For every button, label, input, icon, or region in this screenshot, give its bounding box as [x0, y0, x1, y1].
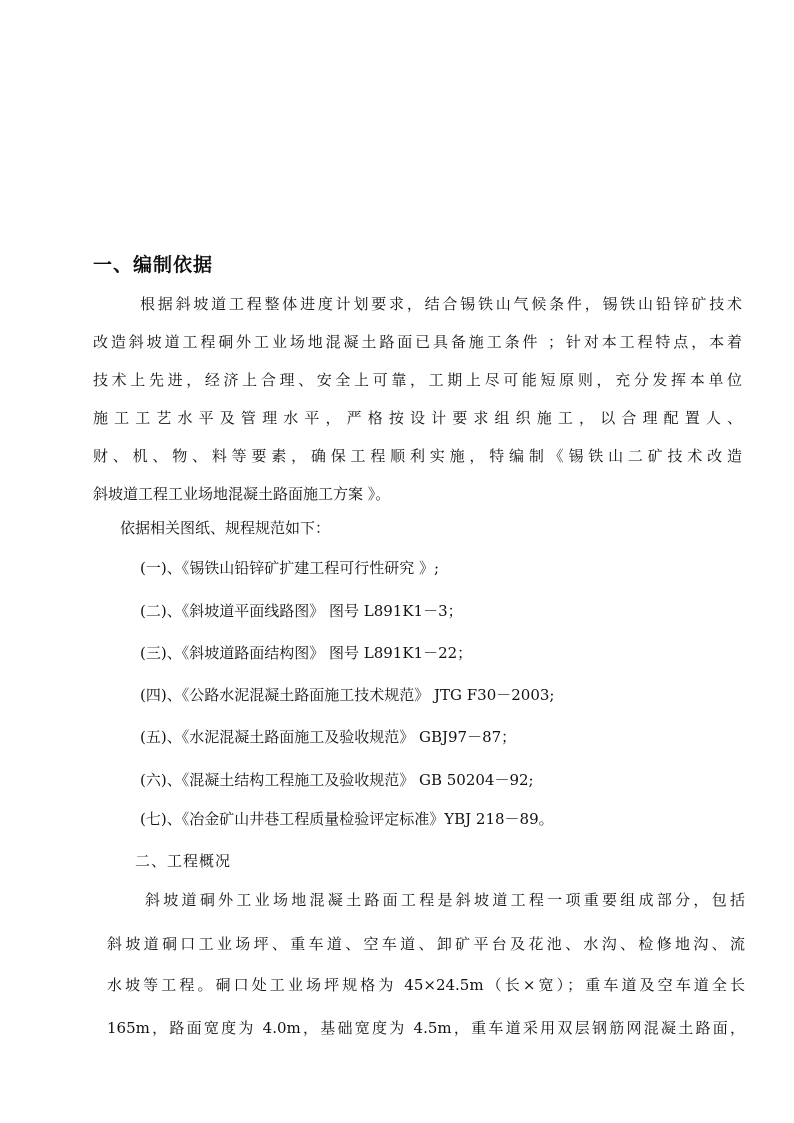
- paragraph-line: 斜坡道硐外工业场地混凝土路面工程是斜坡道工程一项重要组成部分，包括: [145, 891, 745, 909]
- reference-item: (七)、《冶金矿山井巷工程质量检验评定标准》YBJ 218－89。: [140, 810, 554, 828]
- reference-item: (三)、《斜坡道路面结构图》 图号 L891K1－22；: [140, 644, 473, 662]
- paragraph-line: 技术上先进，经济上合理、安全上可靠，工期上尽可能短原则，充分发挥本单位: [93, 371, 742, 389]
- paragraph-line: 施工工艺水平及管理水平，严格按设计要求组织施工，以合理配置人、: [93, 409, 742, 427]
- paragraph-line: 165m，路面宽度为 4.0m，基础宽度为 4.5m，重车道采用双层钢筋网混凝土路面，: [107, 1019, 745, 1037]
- paragraph-line: 斜坡道工程工业场地混凝土路面施工方案 》。: [93, 485, 391, 503]
- section-heading-compilation-basis: 一、编制依据: [93, 254, 214, 276]
- paragraph-line: 改造斜坡道工程硐外工业场地混凝土路面已具备施工条件 ；针对本工程特点，本着: [93, 333, 742, 351]
- reference-item: (四)、《公路水泥混凝土路面施工技术规范》 JTG F30－2003;: [140, 686, 555, 704]
- reference-item: (五)、《水泥混凝土路面施工及验收规范》 GBJ97－87；: [140, 728, 517, 746]
- reference-item: (六)、《混凝土结构工程施工及验收规范》 GB 50204－92;: [140, 771, 534, 789]
- paragraph-line: 财、机、物、料等要素，确保工程顺利实施，特编制《锡铁山二矿技术改造: [93, 447, 742, 465]
- reference-item: (二)、《斜坡道平面线路图》 图号 L891K1－3；: [140, 602, 463, 620]
- reference-intro: 依据相关图纸、规程规范如下：: [120, 519, 331, 537]
- paragraph-line: 斜坡道硐口工业场坪、重车道、空车道、卸矿平台及花池、水沟、检修地沟、流: [107, 935, 745, 953]
- reference-item: (一)、《锡铁山铅锌矿扩建工程可行性研究 》;: [140, 559, 440, 577]
- paragraph-line: 根据斜坡道工程整体进度计划要求，结合锡铁山气候条件，锡铁山铅锌矿技术: [140, 295, 742, 313]
- section-heading-project-overview: 二、工程概况: [135, 852, 232, 870]
- paragraph-line: 水坡等工程。硐口处工业场坪规格为 45×24.5m（长×宽）；重车道及空车道全长: [107, 976, 745, 994]
